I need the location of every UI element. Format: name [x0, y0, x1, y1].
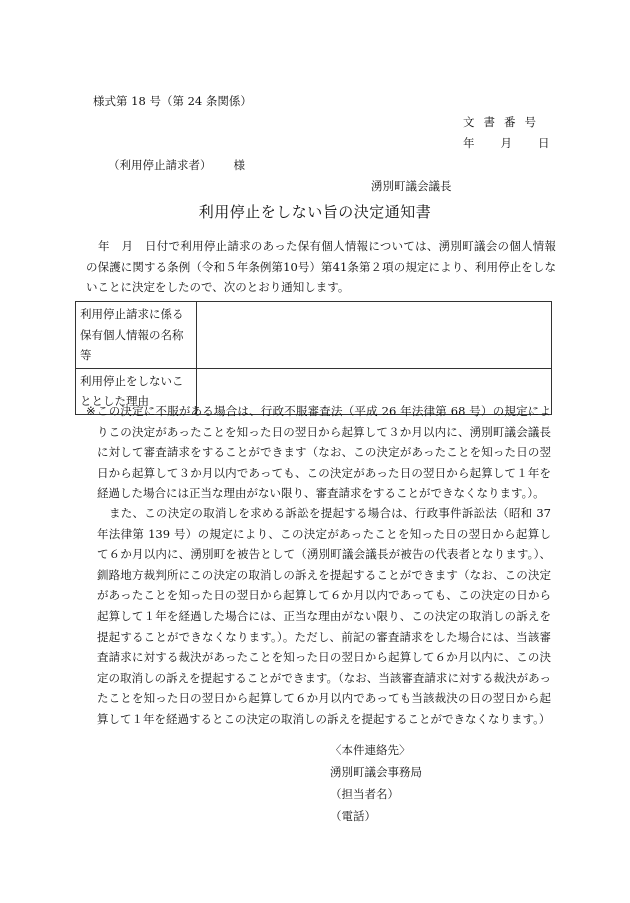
info-table	[75, 301, 552, 415]
sender-name: 湧別町議会議長	[371, 179, 452, 193]
document-number-label: 文書番号	[463, 115, 545, 129]
recipient-line	[108, 160, 245, 172]
row-label-info-name: 利用停止請求に係る保有個人情報の名称等	[76, 302, 197, 369]
date-year-label: 年	[463, 136, 475, 150]
date-day-label: 日	[538, 136, 550, 150]
form-number: 様式第 18 号（第 24 条関係）	[93, 94, 252, 108]
row-value-info-name	[197, 302, 552, 369]
document-title: 利用停止をしない旨の決定通知書	[198, 203, 432, 221]
contact-heading: 〈本件連絡先〉	[330, 743, 411, 757]
recipient-label: （利用停止請求者）	[108, 158, 212, 172]
recipient-suffix: 様	[233, 158, 245, 172]
contact-office: 湧別町議会事務局	[330, 765, 422, 779]
note-mark: ※	[86, 404, 96, 418]
intro-paragraph: 年 月 日付で利用停止請求のあった保有個人情報については、湧別町議会の個人情報の保護に関する条例（令和５年条例第10号）第41条第２項の規定により、利用停止をしないことに決定をしたので、次のとおり通知します。	[86, 239, 556, 295]
table-row	[76, 302, 552, 369]
date-month-label: 月	[500, 136, 512, 150]
contact-phone: （電話）	[330, 809, 376, 823]
document-date	[463, 138, 550, 150]
contact-person: （担当者名）	[330, 787, 399, 801]
note-lawsuit: また、この決定の取消しを求める訴訟を提起する場合は、行政事件訴訟法（昭和 37 年法律第 139 号）の規定により、この決定があったことを知った日の翌日から起算して６か月以内に、湧別町を被告として（湧別町議会議長が被告の代表者となります。）、釧路地方裁判所にこの決定の取消しの訴えを提起することができます（なお、この決定があったことを知った日の翌日から起算して６か月以内であっても、この決定の日から起算して１年を経過した場合には、正当な理由がない限り、この決定の取消しの訴えを提起することができなくなります。）。ただし、前記の審査請求をした場合には、当該審査請求に対する裁決があったことを知った日の翌日から起算して６か月以内に、この決定の取消しの訴えを提起することができます。（なお、当該審査請求に対する裁決があったことを知った日の翌日から起算して６か月以内であっても当該裁決の日の翌日から起算して１年を経過するとこの決定の取消しの訴えを提起することができなくなります。）	[97, 506, 551, 726]
row-label-reason: 利用停止をしないこととした理由	[76, 368, 197, 414]
note-review-request: この決定に不服がある場合は、行政不服審査法（平成 26 年法律第 68 号）の規定によりこの決定があったことを知った日の翌日から起算して３か月以内に、湧別町議会議長に対して審査請求をすることができます（なお、この決定があったことを知った日の翌日から起算して３か月以内であっても、この決定があった日の翌日から起算して１年を経過した場合には正当な理由がない限り、審査請求をすることができなくなります。）。	[97, 404, 551, 501]
